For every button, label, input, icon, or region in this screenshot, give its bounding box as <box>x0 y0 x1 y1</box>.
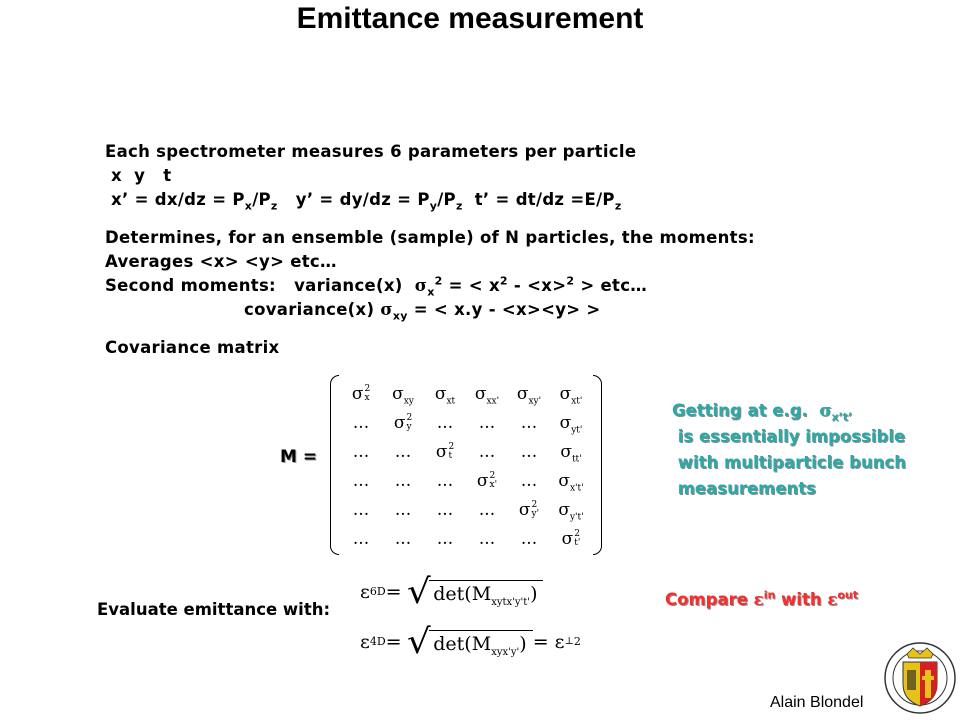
moments-line-4: covariance(x) $\sigma_{xy}$ = < x.y - <x><y> > <box>244 300 601 323</box>
matrix-cell: ... <box>436 528 454 549</box>
matrix-cell: ... <box>520 528 538 549</box>
page-title: Emittance measurement <box>296 2 644 35</box>
covariance-matrix <box>330 375 602 555</box>
moments-line-2: Averages <x> <y> etc… <box>105 252 337 271</box>
matrix-cell: σ 2 t <box>435 441 455 462</box>
note-impossible <box>672 398 952 502</box>
moments-line-3: Second moments: variance(x) $\sigma_x^2$ = < $x^2 - <x>^2$ > etc… <box>105 274 648 299</box>
matrix-cell: $\sigma_{xx'}$ <box>474 383 500 406</box>
matrix-cell: ... <box>478 528 496 549</box>
university-seal-icon <box>883 640 957 716</box>
matrix-cell: σ 2 t' <box>561 528 581 549</box>
matrix-cell: ... <box>394 499 412 520</box>
covariance-matrix-label: Covariance matrix <box>105 338 280 357</box>
matrix-cell: $\sigma_{tt'}$ <box>560 441 582 464</box>
matrix-m-label: M = <box>280 447 318 467</box>
matrix-grid <box>340 379 592 553</box>
formula-6d: ε 6D = √ $\det(M_{xytx'y't'})$ <box>360 575 543 609</box>
matrix-cell: $\sigma_{y't'}$ <box>558 499 584 522</box>
intro-line-3: x’ = $dx/dz = P_x/P_z$ y’ = $dy/dz = P_y/P_z$ t’ = $dt/dz =E/P_z$ <box>105 190 622 213</box>
matrix-cell: ... <box>394 441 412 462</box>
sqrt-4d: √ $\det(M_{xyx'y'})$ <box>408 625 533 659</box>
matrix-cell: $\sigma_{yt'}$ <box>559 412 583 435</box>
matrix-cell: σ 2 x' <box>476 470 498 491</box>
matrix-cell: $\sigma_{xt'}$ <box>559 383 583 406</box>
matrix-right-bracket <box>593 375 602 555</box>
compare-text: Compare $\varepsilon^{in}$ with $\varepsilon^{out}$ <box>665 588 859 609</box>
matrix-cell: $\sigma_{xt}$ <box>434 383 456 406</box>
moments-line-1: Determines, for an ensemble (sample) of N particles, the moments: <box>105 228 755 247</box>
matrix-cell: ... <box>352 441 370 462</box>
matrix-cell: ... <box>394 528 412 549</box>
intro-line-1: Each spectrometer measures 6 parameters per particle <box>105 142 637 161</box>
matrix-cell: ... <box>394 470 412 491</box>
matrix-cell: $\sigma_{x't'}$ <box>558 470 584 493</box>
matrix-cell: ... <box>478 499 496 520</box>
matrix-cell: ... <box>352 528 370 549</box>
intro-text-block <box>105 140 865 360</box>
matrix-cell: ... <box>352 499 370 520</box>
note-line-4: measurements <box>672 479 816 498</box>
author-name: Alain Blondel <box>770 694 864 711</box>
matrix-cell: ... <box>520 441 538 462</box>
matrix-cell: $\sigma_{xy'}$ <box>516 383 542 406</box>
matrix-cell: ... <box>436 499 454 520</box>
matrix-cell: ... <box>478 412 496 433</box>
sqrt-6d: √ $\det(M_{xytx'y't'})$ <box>408 575 544 609</box>
formula-4d: ε 4D = √ $\det(M_{xyx'y'})$ = ε ⊥ 2 <box>360 622 581 662</box>
matrix-cell: ... <box>478 441 496 462</box>
matrix-cell: $\sigma_{xy}$ <box>392 383 414 406</box>
evaluate-label: Evaluate emittance with: <box>97 600 331 619</box>
matrix-cell: ... <box>436 470 454 491</box>
matrix-cell: ... <box>436 412 454 433</box>
note-line-3: with multiparticle bunch <box>672 453 906 472</box>
matrix-cell: ... <box>520 470 538 491</box>
matrix-cell: σ 2 y' <box>518 499 540 520</box>
note-line-1: Getting at e.g. $\sigma_{x’t’}$ <box>672 401 853 424</box>
matrix-cell: ... <box>520 412 538 433</box>
matrix-cell: σ 2 y <box>393 412 413 433</box>
matrix-left-bracket <box>330 375 339 555</box>
matrix-cell: ... <box>352 470 370 491</box>
note-line-2: is essentially impossible <box>672 427 906 446</box>
matrix-cell: ... <box>352 412 370 433</box>
matrix-cell: σ 2 x <box>351 383 371 404</box>
intro-line-2: x y t <box>105 166 172 185</box>
